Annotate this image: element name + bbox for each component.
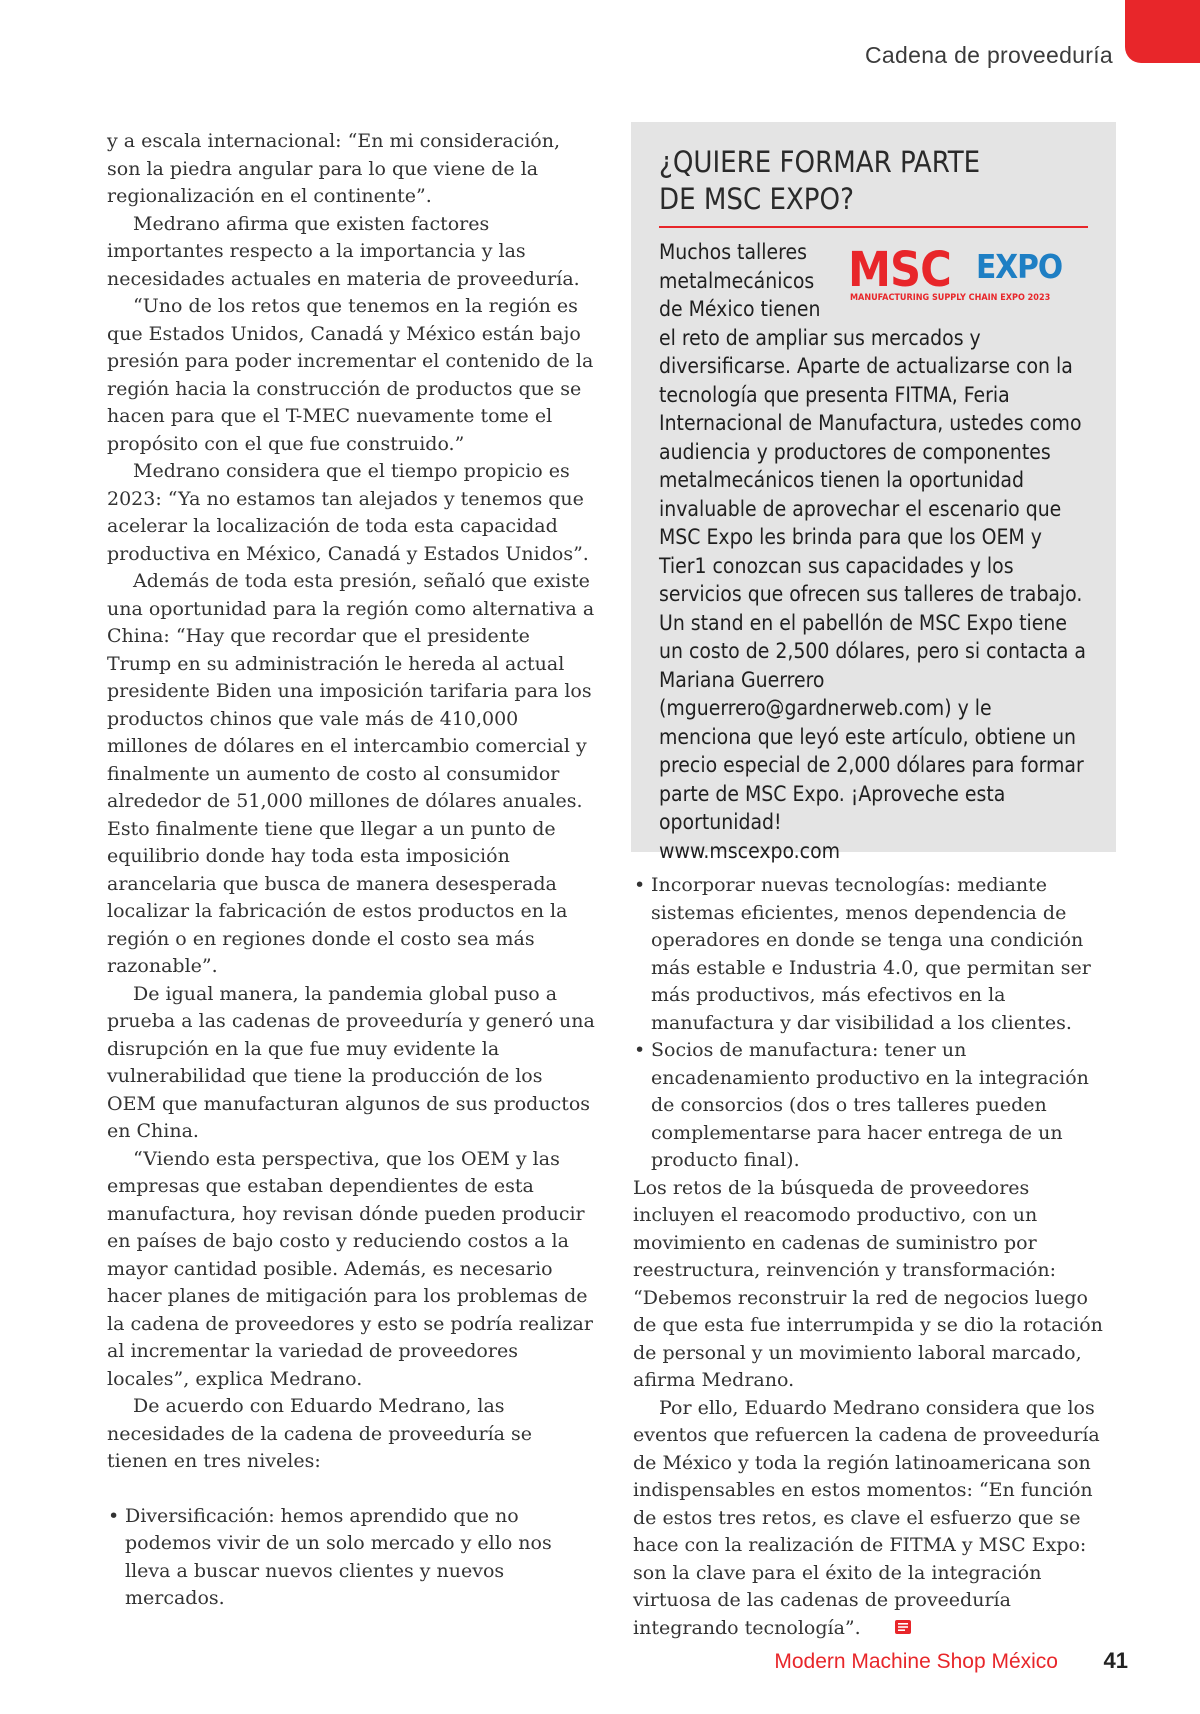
sidebar-url-link[interactable]: www.mscexpo.com xyxy=(659,838,841,863)
body-paragraph: “Viendo esta perspectiva, que los OEM y las empresas que estaban dependientes de esta manufactura, hoy revisan dónde pueden producir en países de bajo costo y reduciendo costos a la mayor cantidad posible. Además, es necesario hacer planes de mitigación para los problemas de la cadena de proveedores y esto se podría realizar al incrementar la variedad de proveedores locales”, explica Medrano. xyxy=(107,1147,593,1390)
bullet-list xyxy=(107,1503,595,1613)
logo-msc-text: MSC xyxy=(848,242,951,298)
msc-expo-sidebar xyxy=(631,122,1116,863)
sidebar-divider xyxy=(659,226,1088,228)
msc-expo-logo xyxy=(848,240,1088,304)
logo-tagline: MANUFACTURING SUPPLY CHAIN EXPO 2023 xyxy=(850,293,1051,303)
logo-expo-text: EXPO xyxy=(976,247,1063,286)
body-paragraph xyxy=(633,1395,1116,1643)
footer-publication-name: Modern Machine Shop México xyxy=(774,1650,1058,1673)
sidebar-title-line2: DE MSC EXPO? xyxy=(659,182,854,216)
closing-paragraph-text: Por ello, Eduardo Medrano considera que los eventos que refuercen la cadena de proveeduría de México y toda la región latinoamericana son indispensables en estos momentos: “En función de estos tres retos, es clave el esfuerzo que se hace con la realización de FITMA y MSC Expo: son la clave para el éxito de la integración virtuosa de las cadenas de proveeduría integrando tecnología”. xyxy=(633,1396,1100,1639)
corner-tab-marker xyxy=(1125,0,1200,63)
body-paragraph: y a escala internacional: “En mi consideración, son la piedra angular para lo que viene de la regionalización en el continente”. xyxy=(107,130,561,207)
page-number: 41 xyxy=(1103,1648,1128,1673)
right-column xyxy=(633,872,1116,1642)
end-of-article-icon xyxy=(869,1615,911,1643)
body-paragraph: Medrano considera que el tiempo propicio es 2023: “Ya no estamos tan alejados y tenemos que acelerar la localización de toda esta capacidad productiva en México, Canadá y Estados Unidos”. xyxy=(107,460,589,565)
sidebar-title-line1: ¿QUIERE FORMAR PARTE xyxy=(659,145,981,179)
left-column xyxy=(107,128,595,1613)
body-paragraph: De igual manera, la pandemia global puso a prueba a las cadenas de proveeduría y generó una disrupción en la que fue muy evidente la vulnerabilidad que tiene la producción de los OEM que manufacturan algunos de sus productos en China. xyxy=(107,982,595,1142)
body-paragraph: Medrano afirma que existen factores importantes respecto a la importancia y las necesidades actuales en materia de proveeduría. xyxy=(107,212,580,290)
body-paragraph: Los retos de la búsqueda de proveedores incluyen el reacomodo productivo, con un movimiento en cadenas de suministro por reestructura, reinvención y transformación: “Debemos reconstruir la red de negocios luego de que esta fue interrumpida y se dio la rotación de personal y un movimiento laboral marcado, afirma Medrano. xyxy=(633,1176,1103,1391)
body-paragraph: Además de toda esta presión, señaló que existe una oportunidad para la región como alternativa a China: “Hay que recordar que el presidente Trump en su administración le hereda al actual presidente Biden una imposición tarifaria para los productos chinos que vale más de 410,000 millones de dólares en el intercambio comercial y finalmente un aumento de costo al consumidor alrededor de 51,000 millones de dólares anuales. Esto finalmente tiene que llegar a un punto de equilibrio donde hay toda esta imposición arancelaria que busca de manera desesperada localizar la fabricación de estos productos en la región o en regiones donde el costo sea más razonable”. xyxy=(107,570,595,977)
msc-expo-logo-graphic xyxy=(848,240,1088,304)
sidebar-body xyxy=(659,238,1088,865)
sidebar-title xyxy=(659,144,1088,218)
bullet-list xyxy=(633,872,1116,1175)
body-paragraph: “Uno de los retos que tenemos en la región es que Estados Unidos, Canadá y México están bajo presión para poder incrementar el contenido de la región hacia la construcción de productos que se hacen para que el T-MEC nuevamente tome el propósito con el que fue construido.” xyxy=(107,295,594,455)
body-paragraph: De acuerdo con Eduardo Medrano, las necesidades de la cadena de proveeduría se tienen en tres niveles: xyxy=(107,1395,533,1472)
bullet-item: • Incorporar nuevas tecnologías: mediante sistemas eficientes, menos dependencia de operadores en donde se tenga una condición más estable e Industria 4.0, que permitan ser más productivos, más efectivos en la manufactura y dar visibilidad a los clientes. xyxy=(633,872,1116,1037)
section-label: Cadena de proveeduría xyxy=(865,42,1113,68)
bullet-item: • Socios de manufactura: tener un encadenamiento productivo en la integración de consorcios (dos o tres talleres pueden complementarse para hacer entrega de un producto final). xyxy=(633,1037,1116,1175)
bullet-item: • Diversificación: hemos aprendido que no podemos vivir de un solo mercado y ello nos lleva a buscar nuevos clientes y nuevos mercados. xyxy=(107,1503,595,1613)
sidebar-body-text: Muchos talleres metalmecánicos de México tienen el reto de ampliar sus mercados y diversificarse. Aparte de actualizarse con la tecnología que presenta FITMA, Feria Internacional de Manufactura, ustedes como audiencia y productores de componentes metalmecánicos tienen la oportunidad invaluable de aprovechar el escenario que MSC Expo les brinda para que los OEM y Tier1 conozcan sus capacidades y los servicios que ofrecen sus talleres de trabajo. Un stand en el pabellón de MSC Expo tiene un costo de 2,500 dólares, pero si contacta a Mariana Guerrero (mguerrero@gardnerweb.com) y le menciona que leyó este artículo, obtiene un precio especial de 2,000 dólares para formar parte de MSC Expo. ¡Aproveche esta oportunidad! xyxy=(659,240,1086,834)
